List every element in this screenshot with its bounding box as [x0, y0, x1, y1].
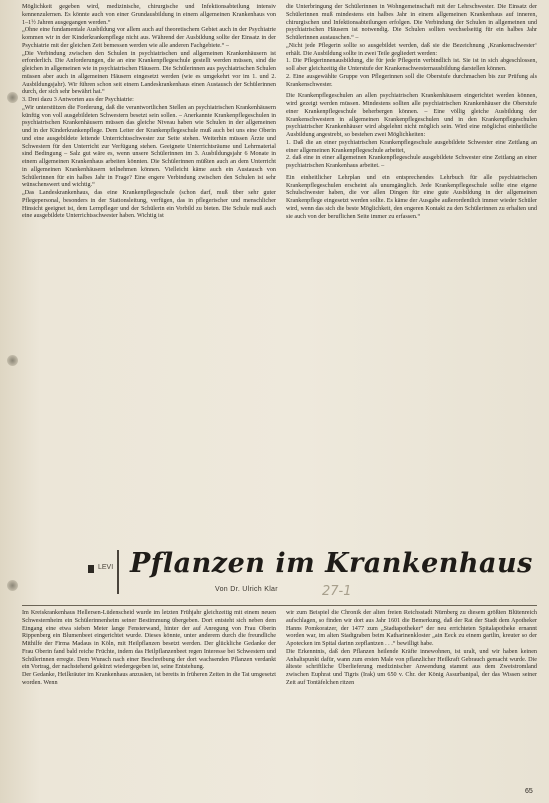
list-item: 1. Die Pflegerinnenausbildung, die für jede Pflegerin verbindlich ist. Sie ist in sich abgeschlossen, soll aber gleichzeitig die Unterstufe der Krankenschwesternausbildung darstellen können.	[286, 58, 537, 72]
paragraph: „Die Verbindung zwischen den Schulen in psychiatrischen und allgemeinen Krankenhäusern ist erforderlich. Die Anforderungen, die an eine Krankenpflegeschule gestellt werden müssen, sind die gleichen in allgemeinen wie in psychiatrischen Häusern. Die Schülerinnen aus psychiatrischen Schulen müssen aber auch in allgemeinen Häusern eingesetzt werden (wie es umgekehrt vor im 1. und 2. Ausbildungsjahr). Wir führen schon seit einem Landeskrankenhaus einen Austausch der Schülerinnen durch, der sich sehr bewährt hat.“	[22, 50, 276, 96]
upper-left-column	[22, 4, 276, 221]
lower-right-column	[286, 610, 537, 688]
header-divider	[117, 550, 119, 594]
paragraph: „Wir unterstützen die Forderung, daß die verantwortlichen Stellen an psychiatrischen Krankenhäusern künftig von voll ausgebildeten Schwestern besetzt sein sollen. – Anerkannte Krankenpflegeschulen in psychiatrischen Krankenhäusern müssen das gleiche Niveau haben wie Schulen in der allgemeinen und in der Kinderkrankenpflege. Dem Leiter der Krankenpflegeschule muß auch bei uns eine Oberin und eine ausgebildete leitende Unterrichtsschwester zur Seite stehen. Weiterhin müssen Ärzte und Schwestern für den Unterricht zur Verfügung stehen. Geeignete Unterrichtsräume und Lehrmaterial sind Bedingung – Salz gut wäre es, wenn unsere Schülerinnen im 3. Ausbildungsjahr 6 Monate in einem allgemeinen Krankenhaus arbeiten könnten. Die Schülerinnen müßten auch an dem Unterricht in allgemeinen Krankenhäusern teilnehmen können. Vielleicht käme auch ein Austausch von Schülerinnen für ein halbes Jahr in Frage? Eine engere Verbindung zwischen den Schulen ist sehr wünschenswert und wichtig.“	[22, 104, 276, 189]
list-item: 1. Daß die an einer psychiatrischen Krankenpflegeschule ausgebildete Schwester eine Zeitlang an einer allgemeinen Krankenpflegeschule arbeitet,	[286, 139, 537, 154]
paragraph: „Nicht jede Pflegerin sollte so ausgebildet werden, daß sie die Bezeichnung ‚Krankenschwester‘ erhält. Die Ausbildung sollte in zwei Teile gegliedert werden:	[286, 42, 537, 57]
paragraph: Im Kreiskrankenhaus Hellersen-Lüdenscheid wurde im letzten Frühjahr gleichzeitig mit einem neuen Schwesternheim ein Schülerinnenheim seiner Bestimmung übergeben. Dort entsteht sich neben dem Eingang eine etwa sieben Meter lange Fensterwand, hinter der auf Anregung von Frau Oberin Rippenberg ein Blumenbeet eingerichtet wurde. Dieses könnte, unter anderem durch die freundliche Mithilfe der Firma Madaus in Köln, mit Heilpflanzen besetzt werden. Der glückliche Gedanke der Frau Oberin fand bald reiche Früchte, indem das Heilpflanzenbeet regen Interesse bei Schwestern und Schülerinnen erregte. Dem Wunsch nach einer Beschreibung der dort wachsenden Pflanzen verdankt ein Vortrag, der nachstehend gekürzt wiedergegeben ist, seine Entstehung.	[22, 610, 276, 671]
list-item: 2. Eine ausgewählte Gruppe von Pflegerinnen soll die Oberstufe durchmachen bis zur Prüfung als Krankenschwester.	[286, 73, 537, 88]
list-heading: 3. Drei dazu 3 Antworten aus der Psychiatrie:	[22, 97, 134, 103]
paragraph: wir zum Beispiel die Chronik der alten freien Reichsstadt Nürnberg zu diesem größten Blütenreich aufschlagen, so finden wir dort aus Jahr 1601 die Bemerkung, daß der Rat der Stadt dem Apotheker Hanns Pomkoratzer, der 1477 zum „Stadtapotheker“ der neu errichteten Spitalapotheke ernannt worden war, im alten Stadtgraben beim Katharinenkloster „ain Eeck zu einem gartlin, kreuter so der Apotecken im Spital darinn zepflantzen . . .“ bewilligt habe.	[286, 610, 537, 647]
section-tag: LEVI	[98, 564, 114, 571]
paragraph: Der Gedanke, Heilkräuter im Krankenhaus anzusäen, ist bereits in früheren Zeiten in die Tat umgesetzt worden. Wenn	[22, 672, 276, 686]
paragraph: Die Erkenntnis, daß den Pflanzen heilende Kräfte innewohnen, ist uralt, und wir haben keinen Anhaltspunkt dafür, wann zum ersten Male von pflanzlicher Heilkraft Gebrauch gemacht wurde. Die älteste schriftliche Überlieferung medizinischer Anwendung stammt aus dem Zweistromland zwischen Euphrat und Tigris (Irak) um 650 v. Chr. der König Assurbanipal, der das Wissen seiner Zeit auf Tontäfelchen ritzen	[286, 648, 537, 686]
lower-left-column	[22, 610, 276, 688]
paragraph: Die Krankenpflegeschulen an allen psychiatrischen Krankenhäusern eingerichtet werden können, wird gezeigt werden müssen. Mindestens sollten alle psychiatrischen Krankenhäuser die Oberstufe einer Krankenpflegeschule beherbergen können. – Eine völlig gleiche Ausbildung der Krankenschwestern in allgemeinen Krankenpflegeschulen und in den Krankenpflegeschulen psychiatrischer Krankenhäuser wird abgelehnt nicht möglich sein. Wird eine möglichst einheitliche Ausbildung angestrebt, so bestehen zwei Möglichkeiten:	[286, 93, 537, 138]
section-divider	[22, 605, 537, 606]
article-author: Von Dr. Ulrich Klar	[215, 586, 278, 593]
paragraph: Möglichkeit gegeben wird, medizinische, chirurgische und Infektionsabteilung intensiv kennenzulernen. Es könnte auch von einer Grundausbildung in einem allgemeinen Krankenhaus von 1–1½ Jahren ausgegangen werden.“	[22, 4, 276, 26]
handwritten-note: 27-1	[322, 584, 352, 599]
list-item: 2. daß eine in einer allgemeinen Krankenpflegeschule ausgebildete Schwester eine Zeitlang an einer psychiatrischen Krankenhaus arbeitet. –	[286, 155, 537, 169]
paragraph: „Das Landeskrankenhaus, das eine Krankenpflegeschule (schon darf, muß über sehr guter Pflegepersonal, besonders in der Stationsleitung, verfügen, das in pflegerischer und menschlicher Hinsicht geeignet ist, dem Lernpfleger und der Schülerin ein Vorbild zu bieten. Die Schule muß auch eine ausgebildete Unterrichtsschwester haben. Wichtig ist	[22, 190, 276, 220]
binder-hole-middle	[7, 355, 18, 366]
article-title: Pflanzen im Krankenhaus	[130, 548, 533, 579]
paragraph: Ein einheitlicher Lehrplan und ein entsprechendes Lehrbuch für alle psychiatrischen Krankenpflegeschulen erscheint als unumgänglich. Jede Krankenpflegeschule sollte eine eigene Schulschwester haben, die vor allen Dingen für eine gute Ausbildung in der allgemeinen Krankenpflege eingesetzt werden sollte. Es käme der Ausgabe außerordentlich immer wieder Schüler wird, wenn das sich die beste Möglichkeit, den engeren Kontakt zu den Schülerinnen zu erhalten und sie auch von der beruflichen Seite immer zu erfassen.“	[286, 174, 537, 220]
section-marker-icon	[88, 565, 94, 573]
upper-right-column	[286, 4, 537, 221]
paragraph: „Ohne eine fundamentale Ausbildung vor allem auch auf theoretischem Gebiet auch in der Psychiatrie kommen wir in der Kinderkrankenpflege nicht aus. Während der Ausbildung sollte der Einsatz in der Psychiatrie mit der gleichen Zeit bemessen werden wie alle anderen Fachgebiete.“ –	[22, 27, 276, 49]
binder-hole-top	[7, 92, 18, 103]
paragraph: die Unterbringung der Schülerinnen in Wohngemeinschaft mit der Lehrschwester. Die Einsatz der Schülerinnen muß mindestens ein halbes Jahr in einem allgemeinen Krankenhaus auf inneren, chirurgischen und Infektionsabteilungen erfolgen. Die Verbindung der Schulen in allgemeinen und psychiatrischen Häusern ist notwendig. Die Schulen sollten wechselseitig für ein halbes Jahr Schülerinnen austauschen.“ –	[286, 4, 537, 41]
page-number: 65	[525, 788, 533, 795]
binder-hole-bottom	[7, 580, 18, 591]
